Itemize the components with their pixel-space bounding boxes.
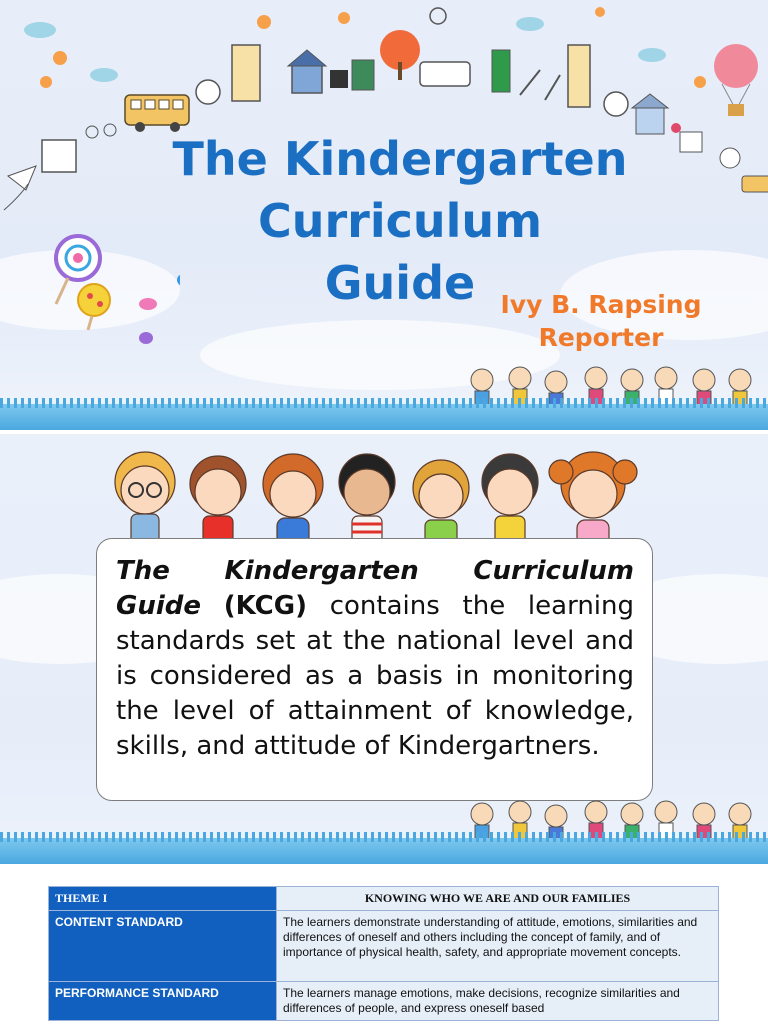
- grass-tips: [0, 832, 768, 842]
- grass-tips: [0, 398, 768, 408]
- theme-table-slide: [0, 866, 768, 1024]
- content-standard-label: CONTENT STANDARD: [49, 911, 277, 982]
- title-slide: [0, 0, 768, 430]
- presenter-role: Reporter: [538, 323, 664, 352]
- table-row: [49, 911, 719, 982]
- kcg-definition-text: contains the learning standards set at the national level and is considered as a basis in monitoring the level of attainment of knowledge, skills, and attitude of Kindergartners.: [116, 591, 635, 761]
- kcg-definition-paragraph: [116, 554, 634, 764]
- content-standard-value: The learners demonstrate understanding of attitude, emotions, similarities and differences of oneself and others including the concept of family, and of importance of physical health, safety, and appropriate movement concepts.: [277, 911, 719, 982]
- slide-title-line-2: Curriculum: [257, 194, 543, 248]
- slide-title-line-1: The Kindergarten: [172, 132, 628, 186]
- performance-standard-label: PERFORMANCE STANDARD: [49, 982, 277, 1021]
- kcg-abbreviation: (KCG): [223, 591, 307, 621]
- table-row: [49, 982, 719, 1021]
- theme-label: THEME I: [49, 887, 277, 911]
- table-row: [49, 887, 719, 911]
- theme-value: KNOWING WHO WE ARE AND OUR FAMILIES: [277, 887, 719, 911]
- slide-title-line-3: Guide: [324, 256, 476, 310]
- performance-standard-value: The learners manage emotions, make decisions, recognize similarities and differences of people, and express oneself based: [277, 982, 719, 1021]
- kcg-title-italic: The Kindergarten Curriculum Guide: [116, 556, 634, 621]
- kcg-definition-slide: [0, 434, 768, 864]
- theme-standards-table: [48, 886, 719, 1021]
- presenter-name: Ivy B. Rapsing: [500, 290, 702, 319]
